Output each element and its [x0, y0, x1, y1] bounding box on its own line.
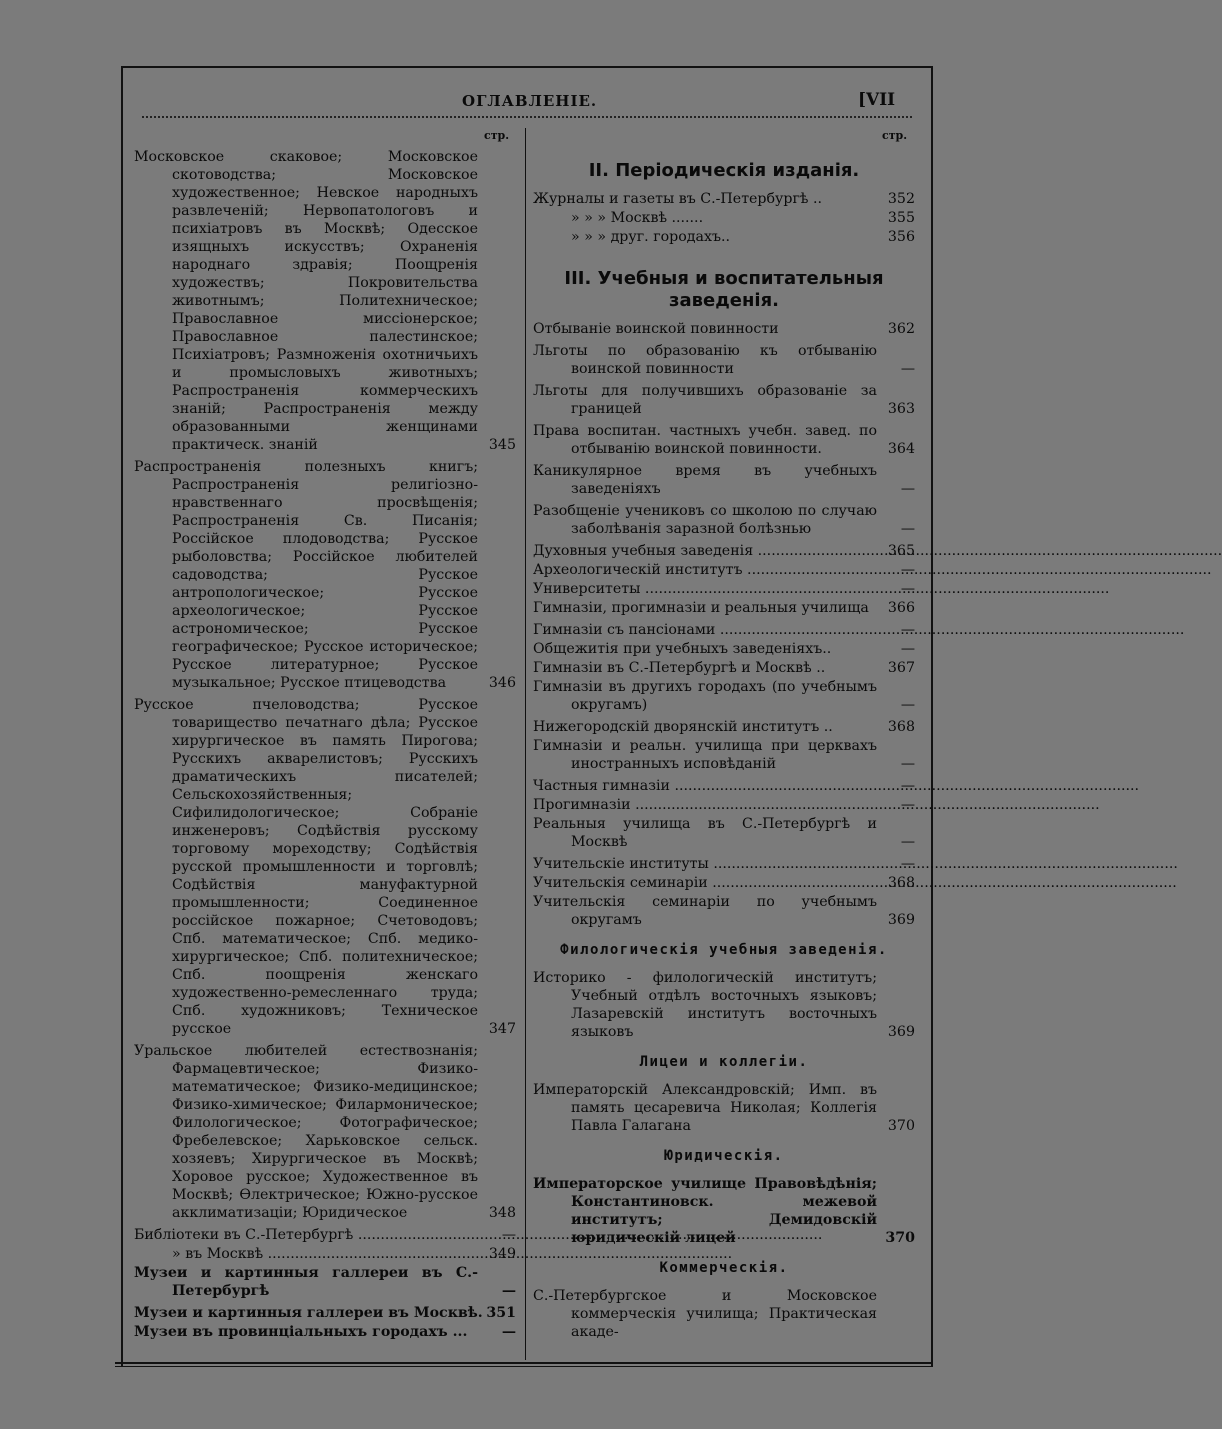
bottom-rule [115, 1362, 933, 1367]
toc-entry-page: 351 [486, 1305, 516, 1321]
toc-line [533, 659, 915, 677]
page-column-label-left: стр. [484, 129, 510, 142]
page-number: [VII [858, 90, 896, 110]
toc-entry-text: С.-Петербургское и Московское коммерческія училища; Практическая акаде- [533, 1288, 877, 1340]
toc-entry-text: Гимназіи и реальн. училища при церквахъ иностранныхъ исповѣданій [533, 738, 877, 772]
toc-entry-text: Частныя гимназіи [533, 778, 670, 794]
toc-entry [533, 1287, 915, 1341]
toc-entry-page: 369 [887, 1024, 915, 1040]
toc-entry-page: 355 [887, 210, 915, 226]
toc-entry-page: 368 [887, 719, 915, 735]
toc-entry-text: Учительскія семинаріи [533, 875, 708, 891]
toc-entry-page: — [900, 622, 915, 638]
toc-entry [533, 678, 915, 714]
toc-entry-page: 346 [488, 675, 516, 691]
section-heading: II. Періодическія изданія. [588, 160, 860, 181]
toc-entry [134, 1042, 516, 1222]
toc-entry [533, 320, 915, 338]
page-title: ОГЛАВЛЕНІЕ. [462, 92, 598, 110]
toc-entry [533, 342, 915, 378]
toc-entry-page: — [501, 1324, 516, 1340]
toc-entry-page: 364 [887, 441, 915, 457]
header-divider [142, 116, 912, 118]
toc-line [533, 561, 915, 579]
toc-entry-page: — [900, 697, 915, 713]
toc-entry-text: Общежитія при учебныхъ заведеніяхъ.. [533, 641, 832, 657]
toc-entry-page: 348 [488, 1205, 516, 1221]
toc-entry-text: » » » Москвѣ ....... [571, 210, 704, 226]
toc-entry-text: Гимназіи съ пансіонами [533, 622, 716, 638]
toc-entry-text: Учительскіе институты [533, 856, 709, 872]
toc-entry-text: » » » друг. городахъ.. [571, 229, 731, 245]
toc-entry-page: 366 [887, 600, 915, 616]
toc-entry-page: — [900, 361, 915, 377]
toc-entry-page: 345 [488, 437, 516, 453]
toc-entry-text: Разобщеніе учениковъ со школою по случаю заболѣванія заразной болѣзнью [533, 503, 877, 537]
toc-entry-page: — [501, 1227, 516, 1243]
toc-entry-text: Льготы по образованію къ отбыванію воинской повинности [533, 343, 877, 377]
toc-entry-page: — [900, 834, 915, 850]
toc-entry-text: Прогимназіи [533, 797, 631, 813]
toc-line [533, 640, 915, 658]
toc-entry-text: Права воспитан. частныхъ учебн. завед. по отбыванію воинской повинности. [533, 423, 877, 457]
toc-entry-text: Музеи и картинныя галлереи въ Москвѣ. [134, 1305, 483, 1321]
toc-entry-page: — [900, 756, 915, 772]
toc-line [533, 580, 915, 598]
toc-entry-text: Императорскій Александровскій; Имп. въ память цесаревича Николая; Коллегія Павла Галагана [533, 1082, 877, 1134]
toc-entry-page: 356 [887, 229, 915, 245]
toc-entry [533, 382, 915, 418]
sec3-entries [533, 320, 915, 929]
toc-entry-page: — [900, 856, 915, 872]
toc-entry [533, 893, 915, 929]
toc-line [533, 777, 915, 795]
toc-entry [533, 815, 915, 851]
toc-entry-page: 368 [887, 875, 915, 891]
toc-entry-text: Льготы для получившихъ образованіе за границей [533, 383, 877, 417]
toc-entry-page: — [900, 562, 915, 578]
toc-entry-text: Московское скаковое; Московское скотоводства; Московское художественное; Невское народныхъ развлеченій; Нервопатологовъ и психіатровъ въ Москвѣ; Одесское изящныхъ искусствъ; Охраненія народнаго здравія; Поощренія художествъ; Покровительства животнымъ; Политехническое; Православное миссіонерское; Православное палестинское; Психіатровъ; Размноженія охотничьихъ и промысловыхъ животныхъ; Распространенія коммерческихъ знаній; Распространенія между образованными женщинами практическ. знаній [134, 149, 478, 453]
toc-entry [533, 737, 915, 773]
toc-entry-text: Уральское любителей естествознанія; Фармацевтическое; Физико-математическое; Физико-медицинское; Физико-химическое; Филармоническое; Филологическое; Фотографическое; Фребелевское; Харьковское сельск. хозяевъ; Хирургическое въ Москвѣ; Хоровое русское; Художественное въ Москвѣ; Ѳлектрическое; Южно-русское акклиматизаціи; Юридическое [134, 1043, 478, 1221]
toc-entry-page: 369 [887, 912, 915, 928]
toc-entry-page: 352 [887, 191, 915, 207]
toc-line [134, 1226, 516, 1244]
toc-line [134, 1304, 516, 1322]
toc-entry [533, 1081, 915, 1135]
toc-entry-text: Музеи въ провинціальныхъ городахъ ... [134, 1324, 468, 1340]
toc-entry [533, 462, 915, 498]
subsection-heading: Коммерческія. [659, 1260, 789, 1276]
toc-entry [134, 458, 516, 692]
toc-entry-text: Нижегородскій дворянскій институтъ .. [533, 719, 833, 735]
toc-entry-text: Императорское училище Правовѣдѣнія; Константиновск. межевой институтъ; Демидовскій юридическій лицей [533, 1176, 877, 1246]
toc-entry-text: Библіотеки въ С.-Петербургѣ [134, 1227, 354, 1243]
toc-entry-text: Гимназіи въ другихъ городахъ (по учебнымъ округамъ) [533, 679, 877, 713]
toc-entry-page: — [900, 481, 915, 497]
toc-line [533, 718, 915, 736]
toc-entry-text: » въ Москвѣ [172, 1246, 264, 1262]
toc-entry [134, 148, 516, 454]
toc-entry-text: Музеи и картинныя галлереи въ С.-Петербургѣ [134, 1265, 478, 1299]
toc-line [533, 621, 915, 639]
toc-entry-page: — [900, 797, 915, 813]
subsection-heading: Филологическія учебныя заведенія. [560, 942, 888, 958]
toc-line [533, 542, 915, 560]
toc-entry-page: 363 [887, 401, 915, 417]
toc-entry-text: Историко - филологическій институтъ; Учебный отдѣлъ восточныхъ языковъ; Лазаревскій институтъ восточныхъ языковъ [533, 970, 877, 1040]
toc-entry-page: — [501, 1283, 516, 1299]
toc-entry [533, 599, 915, 617]
toc-line [134, 1323, 516, 1341]
toc-line [533, 855, 915, 873]
toc-entry-text: Духовныя учебныя заведенія [533, 543, 754, 559]
toc-entry-page: 349 [488, 1246, 516, 1262]
toc-entry-text: Реальныя училища въ С.-Петербургѣ и Москвѣ [533, 816, 877, 850]
toc-line [134, 1245, 516, 1263]
toc-line [533, 796, 915, 814]
subsection-heading: Лицеи и коллегіи. [639, 1054, 809, 1070]
toc-entry [533, 969, 915, 1041]
toc-line [533, 190, 915, 208]
toc-entry-text: Гимназіи въ С.-Петербургѣ и Москвѣ .. [533, 660, 826, 676]
toc-entry-text: Распространенія полезныхъ книгъ; Распространенія религіозно-нравственнаго просвѣщенія; Распространенія Св. Писанія; Россійское плодоводства; Русское рыболовства; Россійское любителей садоводства; Русское антропологическое; Русское археологическое; Русское астрономическое; Русское географическое; Русское историческое; Русское литературное; Русское музыкальное; Русское птицеводства [134, 459, 478, 691]
toc-entry-page: — [900, 521, 915, 537]
subsection-heading: Юридическія. [664, 1148, 784, 1164]
page-column-label-right: стр. [882, 129, 908, 142]
toc-line [533, 228, 915, 246]
toc-entry-text: Учительскія семинаріи по учебнымъ округамъ [533, 894, 877, 928]
toc-entry [533, 1175, 915, 1247]
column-divider [525, 128, 526, 1360]
toc-entry [533, 422, 915, 458]
toc-entry-page: — [900, 641, 915, 657]
toc-entry-text: Журналы и газеты въ С.-Петербургѣ .. [533, 191, 823, 207]
toc-line [533, 874, 915, 892]
toc-entry-text: Гимназіи, прогимназіи и реальныя училища [533, 600, 869, 616]
toc-entry-text: Университеты [533, 581, 641, 597]
toc-entry-page: 370 [885, 1230, 915, 1246]
toc-entry-page: — [900, 778, 915, 794]
section-heading: III. Учебныя и воспитательныя заведенія. [564, 268, 884, 311]
toc-entry-text: Отбываніе воинской повинности [533, 321, 779, 337]
toc-entry-page: — [900, 581, 915, 597]
toc-entry [134, 1264, 516, 1300]
toc-entry-page: 365 [887, 543, 915, 559]
toc-entry-page: 347 [488, 1021, 516, 1037]
left-column [134, 148, 516, 1342]
toc-entry-page: 362 [887, 321, 915, 337]
toc-entry-page: 367 [887, 660, 915, 676]
toc-entry-text: Русское пчеловодства; Русское товарищество печатнаго дѣла; Русское хирургическое въ память Пирогова; Русскихъ акварелистовъ; Русскихъ драматическихъ писателей; Сельскохозяйственныя; Сифилидологическое; Собраніе инженеровъ; Содѣйствія русскому торговому мореходству; Содѣйствія русской промышленности и торговлѣ; Содѣйствія мануфактурной промышленности; Соединенное россійское пожарное; Счетоводовъ; Спб. математическое; Спб. медико-хирургическое; Спб. политехническое; Спб. поощренія женскаго художественно-ремесленнаго труда; Спб. художниковъ; Техническое русское [134, 697, 478, 1037]
toc-line [533, 209, 915, 227]
right-column [533, 150, 915, 1345]
toc-entry [134, 696, 516, 1038]
toc-entry-text: Каникулярное время въ учебныхъ заведеніяхъ [533, 463, 877, 497]
toc-entry [533, 502, 915, 538]
toc-entry-text: Археологическій институтъ [533, 562, 743, 578]
toc-entry-page: 370 [887, 1118, 915, 1134]
